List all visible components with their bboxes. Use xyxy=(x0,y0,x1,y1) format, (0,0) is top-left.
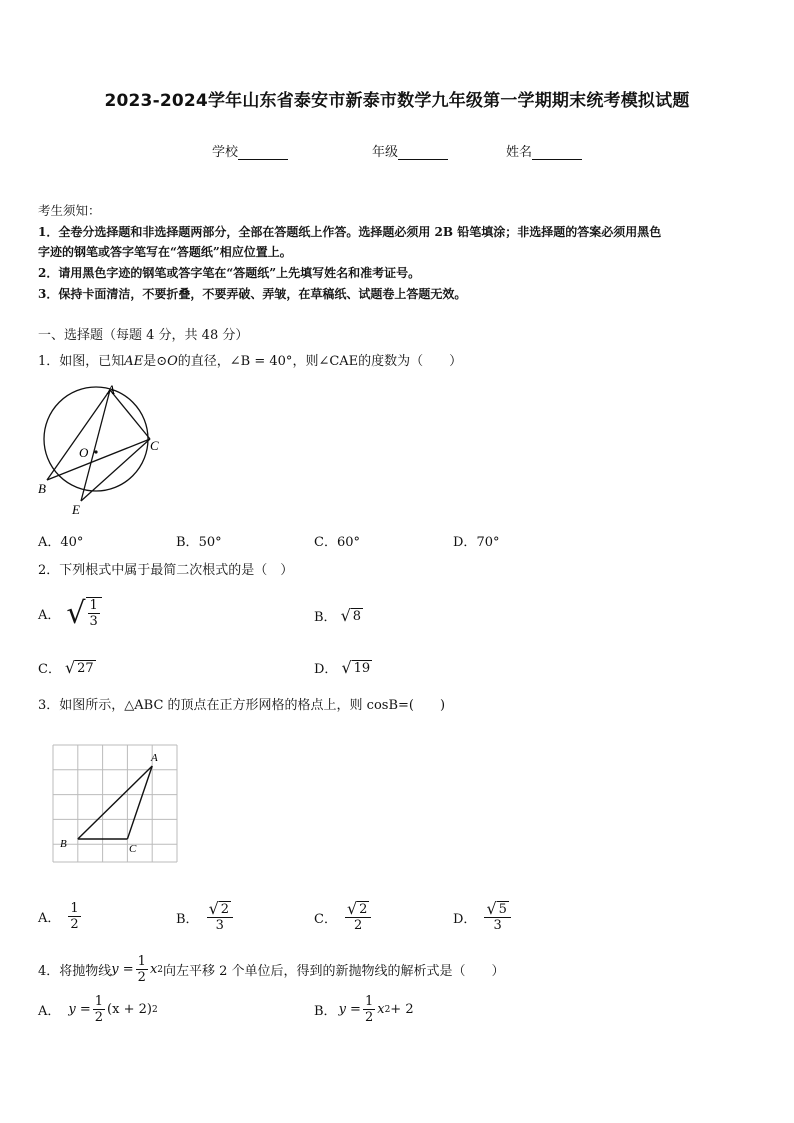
square-grid xyxy=(53,745,177,862)
q4-y-eq: y = xyxy=(111,962,134,977)
school-field xyxy=(212,141,288,160)
q3-option-b[interactable] xyxy=(176,901,233,933)
q2-option-d[interactable] xyxy=(314,658,372,677)
notice-item-1-line-2: 字迹的钢笔或答字笔写在“答题纸”相应位置上。 xyxy=(38,245,292,259)
radicand xyxy=(86,597,102,629)
fraction-half xyxy=(93,994,105,1025)
grade-field xyxy=(372,141,448,160)
denominator: 3 xyxy=(215,918,224,933)
expression: x xyxy=(377,1002,385,1017)
q4-x: x xyxy=(149,962,158,977)
option-letter: C． xyxy=(38,662,61,677)
radical-sign: √ xyxy=(341,657,352,677)
denominator: 2 xyxy=(94,1010,104,1025)
q1-mid2: 的直径， xyxy=(177,354,230,369)
numerator: 1 xyxy=(137,954,146,969)
q1-o: O xyxy=(167,354,178,369)
q4-prefix: 4．将抛物线 xyxy=(38,964,112,979)
q1-angle-b: ∠B = 40° xyxy=(229,354,293,369)
option-letter: A． xyxy=(38,535,61,550)
radical xyxy=(340,605,363,625)
question-3-grid-figure xyxy=(48,740,182,868)
option-letter: B． xyxy=(176,535,199,550)
q3-option-d[interactable] xyxy=(453,901,511,933)
numerator xyxy=(345,901,371,918)
radical-sign: √ xyxy=(340,605,351,625)
name-label: 姓名 xyxy=(506,145,533,160)
q1-option-d[interactable] xyxy=(453,531,499,550)
radical-sign: √ xyxy=(486,899,497,918)
school-blank xyxy=(238,146,288,160)
radicand: 2 xyxy=(359,902,368,917)
option-letter: D． xyxy=(453,911,477,927)
q4-suffix: 向左平移 2 个单位后，得到的新抛物线的解析式是（ ） xyxy=(163,964,505,979)
radical xyxy=(486,901,508,917)
option-value: 50° xyxy=(198,535,222,550)
question-4-stem xyxy=(38,954,505,985)
question-1-figure xyxy=(34,382,174,520)
exponent: 2 xyxy=(384,1004,391,1015)
label-o: O xyxy=(79,445,89,460)
numerator xyxy=(207,901,233,918)
radical xyxy=(64,657,96,677)
radical xyxy=(66,597,101,629)
segment-ca xyxy=(127,766,152,839)
radical xyxy=(209,901,231,917)
denominator: 3 xyxy=(493,918,502,933)
radicand: 27 xyxy=(77,660,94,676)
fraction xyxy=(484,901,510,933)
option-value: 70° xyxy=(476,535,500,550)
q1-mid1: 是 xyxy=(143,354,157,369)
school-label: 学校 xyxy=(212,145,239,160)
option-letter: B． xyxy=(314,610,337,625)
option-value: 40° xyxy=(60,535,84,550)
q2-option-a[interactable] xyxy=(38,597,102,629)
option-letter: B． xyxy=(314,1004,337,1019)
q4-exponent: 2 xyxy=(157,964,164,975)
y-eq: y = xyxy=(338,1002,361,1017)
circle-symbol: ⊙ xyxy=(156,354,168,369)
label-a: A xyxy=(151,752,158,764)
q1-option-c[interactable] xyxy=(314,531,360,550)
denominator: 2 xyxy=(364,1010,374,1025)
notice-item-2: 2．请用黑色字迹的钢笔或答字笔在“答题纸”上先填写姓名和准考证号。 xyxy=(38,266,421,280)
grade-label: 年级 xyxy=(372,145,399,160)
option-letter: A． xyxy=(38,1004,61,1019)
q1-angle-cae: ∠CAE xyxy=(318,354,359,369)
q1-option-a[interactable] xyxy=(38,531,83,550)
q2-option-b[interactable] xyxy=(314,606,363,625)
q3-option-a[interactable] xyxy=(38,901,81,932)
fraction xyxy=(207,901,233,933)
exponent: 2 xyxy=(151,1004,158,1015)
expression: (x + 2) xyxy=(107,1002,152,1017)
option-letter: A． xyxy=(38,607,61,623)
q4-option-b[interactable] xyxy=(314,994,414,1025)
radical xyxy=(347,901,369,917)
q1-mid3: ，则 xyxy=(292,354,319,369)
grade-blank xyxy=(398,146,448,160)
radicand: 5 xyxy=(498,902,507,917)
fraction xyxy=(88,598,100,629)
radical-sign: √ xyxy=(346,899,358,918)
q4-option-a[interactable] xyxy=(38,994,158,1025)
q1-option-b[interactable] xyxy=(176,531,222,550)
fraction xyxy=(345,901,371,933)
segment-ac xyxy=(110,390,150,439)
numerator: 1 xyxy=(364,994,374,1009)
label-c: C xyxy=(150,438,159,453)
fraction-half xyxy=(363,994,375,1025)
q2-option-c[interactable] xyxy=(38,658,96,677)
option-letter: D． xyxy=(453,535,477,550)
q1-suffix: 的度数为（ ） xyxy=(358,354,463,369)
center-point xyxy=(94,450,97,453)
segment-ba xyxy=(78,766,152,839)
q1-prefix: 1．如图，已知 xyxy=(38,354,125,369)
denominator: 2 xyxy=(137,970,146,985)
label-a: A xyxy=(107,382,115,397)
denominator: 2 xyxy=(70,917,79,932)
fraction xyxy=(68,901,80,932)
option-letter: D． xyxy=(314,662,338,677)
label-e: E xyxy=(72,502,80,517)
name-field xyxy=(506,141,582,160)
option-letter: C． xyxy=(314,911,337,927)
numerator xyxy=(484,901,510,918)
y-eq: y = xyxy=(68,1002,91,1017)
option-letter: B． xyxy=(176,911,199,927)
label-b: B xyxy=(60,838,67,850)
numerator: 1 xyxy=(94,994,104,1009)
section-heading: 一、选择题（每题 4 分，共 48 分） xyxy=(38,328,249,343)
denominator: 3 xyxy=(89,614,98,629)
fraction-half xyxy=(136,954,148,985)
radical-sign: √ xyxy=(208,899,219,918)
radicand: 8 xyxy=(352,608,362,624)
label-b: B xyxy=(38,481,46,496)
radical-sign: √ xyxy=(64,657,76,677)
question-2-stem: 2．下列根式中属于最简二次根式的是（ ） xyxy=(38,563,294,578)
radical-sign: √ xyxy=(66,596,86,631)
q1-ae: AE xyxy=(124,354,144,369)
name-blank xyxy=(532,146,582,160)
notice-item-1-line-1: 1．全卷分选择题和非选择题两部分，全部在答题纸上作答。选择题必须用 2B 铅笔填涂；非选择题的答案必须用黑色 xyxy=(38,225,662,239)
numerator: 1 xyxy=(89,598,98,613)
radicand: 2 xyxy=(220,902,230,917)
notice-heading: 考生须知： xyxy=(38,203,101,218)
notice-item-3: 3．保持卡面清洁，不要折叠，不要弄破、弄皱，在草稿纸、试题卷上答题无效。 xyxy=(38,287,467,301)
option-letter: C． xyxy=(314,535,337,550)
question-3-stem: 3．如图所示，△ABC 的顶点在正方形网格的格点上，则 cosB=( ) xyxy=(38,698,446,713)
numerator: 1 xyxy=(70,901,79,916)
segment-ce xyxy=(81,439,150,501)
radical xyxy=(341,657,372,677)
option-value: 60° xyxy=(336,535,360,550)
denominator: 2 xyxy=(354,918,363,933)
option-letter: A． xyxy=(38,911,61,926)
radicand: 19 xyxy=(353,660,371,676)
q3-option-c[interactable] xyxy=(314,901,371,933)
segment-ab xyxy=(47,390,110,480)
label-c: C xyxy=(129,843,137,855)
page-title: 2023-2024学年山东省泰安市新泰市数学九年级第一学期期末统考模拟试题 xyxy=(104,91,690,111)
question-1-stem xyxy=(38,352,462,372)
expression-tail: + 2 xyxy=(390,1002,414,1017)
